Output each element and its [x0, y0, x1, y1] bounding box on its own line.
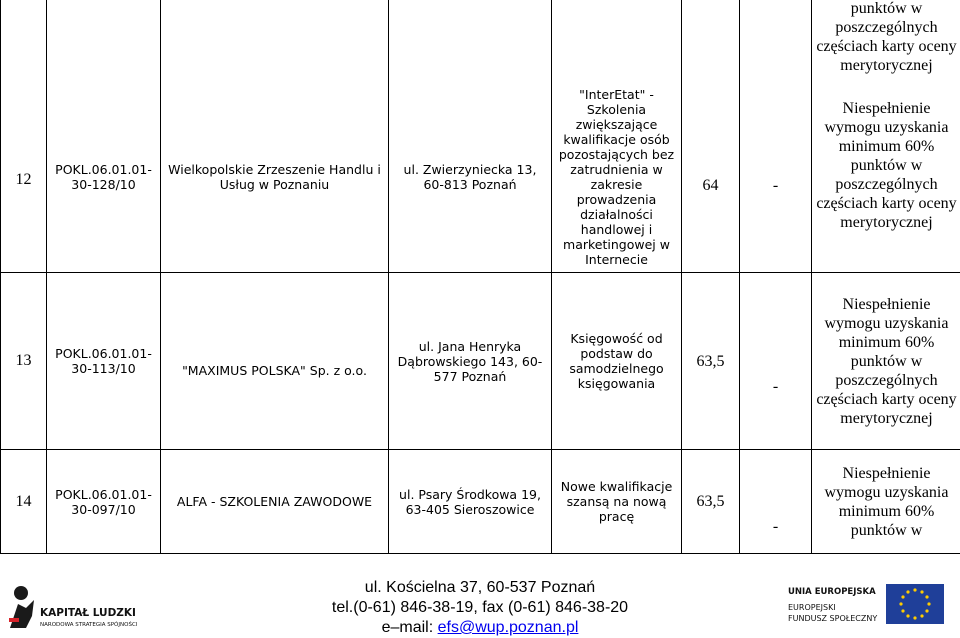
score: 63,5: [682, 450, 740, 554]
logo-right-line2: FUNDUSZ SPOŁECZNY: [788, 614, 877, 623]
footer-address: ul. Kościelna 37, 60-537 Poznań: [0, 578, 960, 598]
dash: -: [740, 0, 812, 273]
score: 63,5: [682, 273, 740, 450]
remark-continued: punktów w poszczególnych częściach karty oceny merytorycznej: [815, 0, 958, 75]
project-code: POKL.06.01.01-30-113/10: [47, 273, 161, 450]
eu-flag-icon: [786, 580, 956, 630]
logo-left-title: KAPITAŁ LUDZKI: [40, 607, 136, 619]
dash: -: [740, 450, 812, 554]
project-title: Nowe kwalifikacje szansą na nową pracę: [552, 450, 682, 554]
project-title: "InterEtat" - Szkolenia zwiększające kwalifikacje osób pozostających bez zatrudnienia w zakresie prowadzenia działalności handlowej i marketingowej w Internecie: [552, 0, 682, 273]
applicant-name: Wielkopolskie Zrzeszenie Handlu i Usług w Poznaniu: [161, 0, 389, 273]
applicant-address: ul. Psary Środkowa 19, 63-405 Sieroszowice: [389, 450, 552, 554]
project-code: POKL.06.01.01-30-128/10: [47, 0, 161, 273]
applicant-name: "MAXIMUS POLSKA" Sp. z o.o.: [161, 273, 389, 450]
dash: -: [740, 273, 812, 450]
logo-left-subtitle: NARODOWA STRATEGIA SPÓJNOŚCI: [40, 621, 138, 628]
eu-logo: [786, 580, 956, 630]
applicant-address: ul. Zwierzyniecka 13, 60-813 Poznań: [389, 0, 552, 273]
logo-right-title: UNIA EUROPEJSKA: [788, 587, 876, 597]
score: 64: [682, 0, 740, 273]
table-row: [1, 0, 960, 273]
table-row: [1, 273, 960, 450]
logo-right-line1: EUROPEJSKI: [788, 603, 836, 612]
footer-email-label: e–mail:: [382, 619, 438, 636]
row-number: 13: [1, 273, 47, 450]
remark-text: Niespełnienie wymogu uzyskania minimum 60% punktów w poszczególnych częściach karty oceny merytorycznej: [815, 99, 958, 232]
applicant-address: ul. Jana Henryka Dąbrowskiego 143, 60-577 Poznań: [389, 273, 552, 450]
remark: Niespełnienie wymogu uzyskania minimum 60% punktów w: [812, 450, 960, 554]
row-number: 12: [1, 0, 47, 273]
footer-phone: tel.(0-61) 846-38-19, fax (0-61) 846-38-20: [0, 598, 960, 618]
table-row: [1, 450, 960, 554]
project-code: POKL.06.01.01-30-097/10: [47, 450, 161, 554]
footer-email-link[interactable]: efs@wup.poznan.pl: [438, 619, 579, 636]
remark: Niespełnienie wymogu uzyskania minimum 60% punktów w poszczególnych częściach karty oceny merytorycznej: [812, 273, 960, 450]
row-number: 14: [1, 450, 47, 554]
remark: [812, 0, 960, 273]
project-title: Księgowość od podstaw do samodzielnego księgowania: [552, 273, 682, 450]
applicant-name: ALFA - SZKOLENIA ZAWODOWE: [161, 450, 389, 554]
